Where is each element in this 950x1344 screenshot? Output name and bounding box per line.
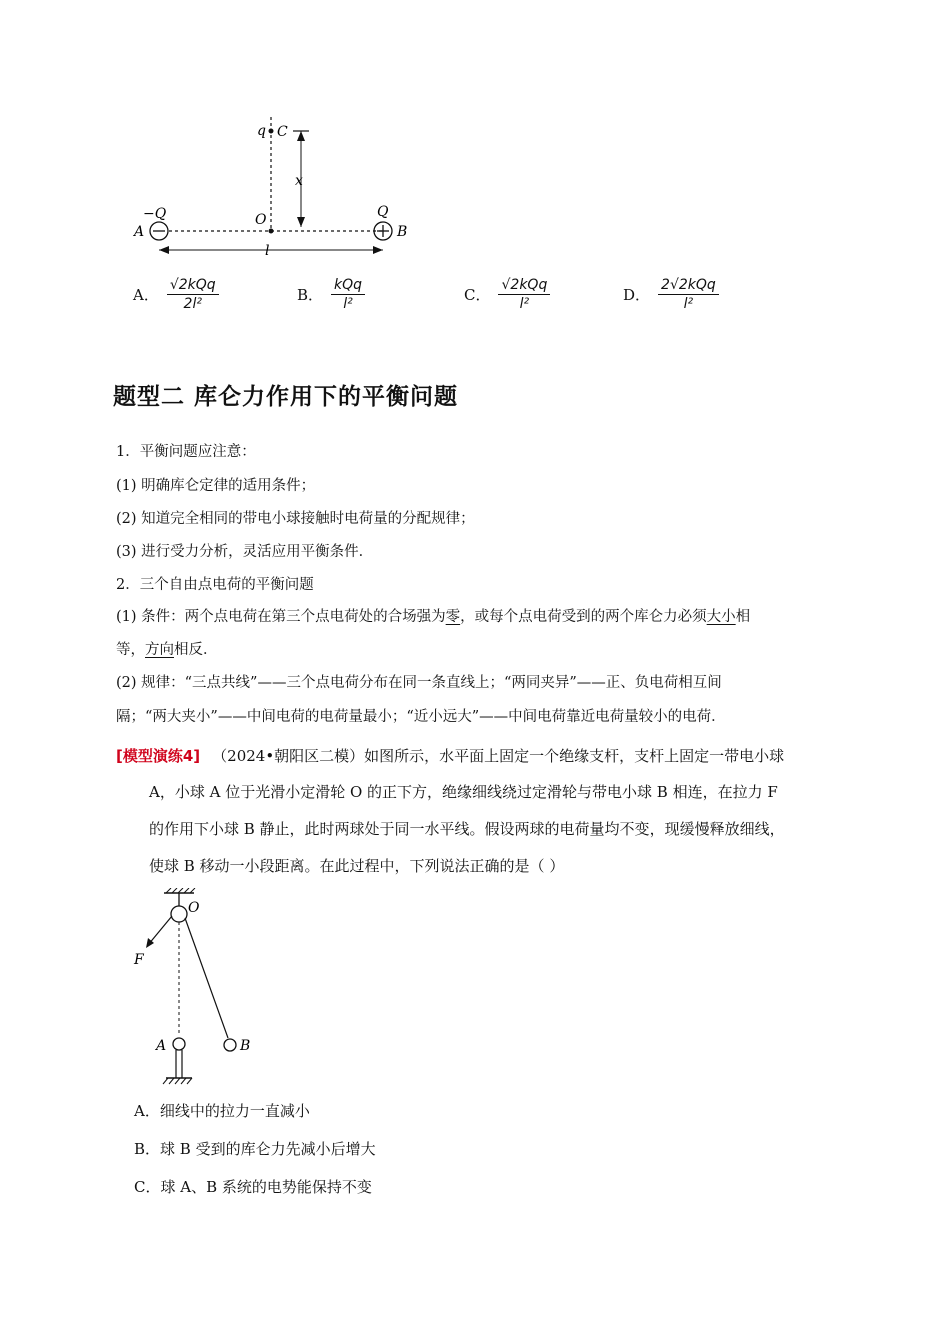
answer-option-c: C．球 A、B 系统的电势能保持不变 bbox=[134, 1178, 372, 1196]
label-l: l bbox=[265, 243, 270, 259]
label-x: x bbox=[295, 173, 303, 189]
fraction: $\frac{\text{√2kQq}}{\text{2l²}}$ bbox=[167, 276, 219, 313]
text-line: (1) 条件：两个点电荷在第三个点电荷处的合场强为零，或每个点电荷受到的两个库仑力必须大小相 bbox=[116, 609, 751, 625]
label-q: q bbox=[257, 123, 266, 139]
label-neg-Q: −Q bbox=[143, 206, 167, 222]
option-c: C． $\frac{\text{√2kQq}}{\text{l²}}$ bbox=[464, 272, 550, 316]
label-O: O bbox=[255, 212, 267, 228]
fraction: $\frac{\text{kQq}}{\text{l²}}$ bbox=[331, 276, 365, 313]
text-line: 2．三个自由点电荷的平衡问题 bbox=[116, 577, 314, 593]
section-heading: 题型二 库仑力作用下的平衡问题 bbox=[113, 384, 459, 410]
text-line: (2) 规律：“三点共线”——三个点电荷分布在同一条直线上；“两同夹异”——正、负电荷相互间 bbox=[116, 675, 722, 691]
option-b: B． $\frac{\text{kQq}}{\text{l²}}$ bbox=[297, 272, 365, 316]
answer-option-b: B．球 B 受到的库仑力先减小后增大 bbox=[134, 1140, 376, 1158]
label-A: A bbox=[134, 224, 145, 240]
underlined-word: 方向 bbox=[145, 642, 174, 658]
label-O: O bbox=[188, 900, 200, 916]
answer-option-a: A．细线中的拉力一直减小 bbox=[134, 1102, 310, 1120]
charge-diagram bbox=[125, 115, 425, 265]
text-line: 等，方向相反． bbox=[116, 642, 218, 658]
underlined-word: 大小 bbox=[706, 609, 736, 625]
label-C: C bbox=[277, 124, 288, 140]
exercise-tag: [模型演练4] bbox=[116, 747, 201, 765]
question-line: A，小球 A 位于光滑小定滑轮 O 的正下方，绝缘细线绕过定滑轮与带电小球 B 相连，在拉力 F bbox=[149, 783, 778, 801]
question-line: 的作用下小球 B 静止，此时两球处于同一水平线。假设两球的电荷量均不变，现缓慢释放细线， bbox=[149, 820, 785, 838]
text-line: 1．平衡问题应注意： bbox=[116, 444, 256, 460]
pulley-diagram bbox=[128, 888, 268, 1088]
option-a: A． $\frac{\text{√2kQq}}{\text{2l²}}$ bbox=[133, 272, 219, 316]
text-line: (3) 进行受力分析，灵活应用平衡条件． bbox=[116, 544, 374, 560]
label-Q: Q bbox=[377, 204, 389, 220]
underlined-word: 零 bbox=[445, 609, 461, 625]
label-F: F bbox=[134, 952, 144, 968]
text-line: (2) 知道完全相同的带电小球接触时电荷量的分配规律； bbox=[116, 511, 475, 527]
option-d: D． $\frac{\text{2√2kQq}}{\text{l²}}$ bbox=[623, 272, 719, 316]
question-line: 使球 B 移动一小段距离。在此过程中，下列说法正确的是（ ） bbox=[149, 857, 565, 875]
text-line: 隔；“两大夹小”——中间电荷的电荷量最小；“近小远大”——中间电荷靠近电荷量较小的电荷． bbox=[116, 709, 726, 725]
label-B: B bbox=[240, 1038, 251, 1054]
fraction: $\frac{\text{2√2kQq}}{\text{l²}}$ bbox=[658, 276, 719, 313]
label-A: A bbox=[156, 1038, 167, 1054]
options-row bbox=[133, 272, 773, 320]
question-first-line: [模型演练4] （2024•朝阳区二模）如图所示，水平面上固定一个绝缘支杆，支杆上固定一带电小球 bbox=[116, 747, 785, 765]
text-line: (1) 明确库仑定律的适用条件； bbox=[116, 478, 316, 494]
fraction: $\frac{\text{√2kQq}}{\text{l²}}$ bbox=[498, 276, 550, 313]
label-B: B bbox=[397, 224, 408, 240]
